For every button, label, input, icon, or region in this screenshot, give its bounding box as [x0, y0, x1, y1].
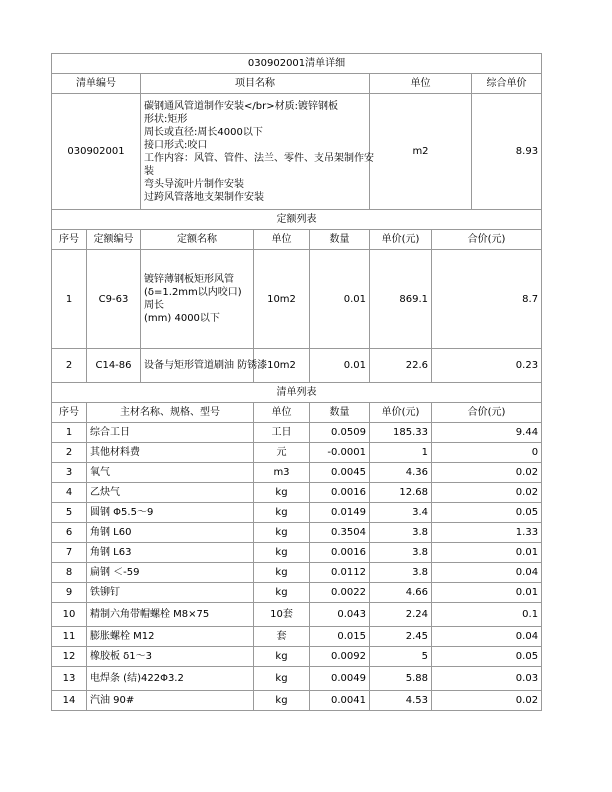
material-total: 0.1: [432, 603, 542, 627]
material-qty: 0.0112: [310, 563, 370, 583]
material-unit: 工日: [254, 423, 310, 443]
material-qty: 0.0016: [310, 543, 370, 563]
bill-desc-line: 碳钢通风管道制作安装</br>材质:镀锌钢板: [144, 100, 338, 112]
quota-row: [52, 349, 542, 383]
page-title: 030902001清单详细: [52, 54, 542, 74]
material-unit: kg: [254, 583, 310, 603]
bill-row: [52, 94, 542, 210]
material-name: 综合工日: [87, 423, 254, 443]
quota-total: 8.7: [432, 250, 542, 349]
quota-header-total: 合价(元): [432, 230, 542, 250]
material-section-title: 清单列表: [52, 383, 542, 403]
material-price: 3.8: [370, 543, 432, 563]
material-price: 12.68: [370, 483, 432, 503]
quota-row: [52, 250, 542, 349]
material-total: 9.44: [432, 423, 542, 443]
material-row: [52, 563, 542, 583]
quota-unit: 10m2: [254, 349, 310, 383]
material-no: 8: [52, 563, 87, 583]
material-unit: kg: [254, 563, 310, 583]
quota-name-line: (mm) 4000以下: [144, 313, 220, 324]
material-total: 0.05: [432, 503, 542, 523]
material-qty: 0.0149: [310, 503, 370, 523]
material-row: [52, 691, 542, 711]
material-unit: 10套: [254, 603, 310, 627]
material-header-no: 序号: [52, 403, 87, 423]
material-header-total: 合价(元): [432, 403, 542, 423]
material-no: 12: [52, 647, 87, 667]
material-total: 0.05: [432, 647, 542, 667]
quota-no: 2: [52, 349, 87, 383]
material-total: 0.04: [432, 563, 542, 583]
material-row: [52, 603, 542, 627]
material-name: 扁钢 ＜-59: [87, 563, 254, 583]
material-price: 2.45: [370, 627, 432, 647]
material-total: 0: [432, 443, 542, 463]
material-total: 1.33: [432, 523, 542, 543]
material-unit: kg: [254, 691, 310, 711]
material-price: 4.53: [370, 691, 432, 711]
material-no: 10: [52, 603, 87, 627]
material-qty: 0.3504: [310, 523, 370, 543]
quota-price: 22.6: [370, 349, 432, 383]
material-no: 9: [52, 583, 87, 603]
material-row: [52, 543, 542, 563]
material-unit: 套: [254, 627, 310, 647]
quota-total: 0.23: [432, 349, 542, 383]
bill-desc-line: 工作内容：风管、管件、法兰、零件、支吊架制作安: [144, 152, 374, 164]
material-name: 电焊条 (结)422Φ3.2: [87, 667, 254, 691]
material-name: 精制六角带帽螺栓 M8×75: [87, 603, 254, 627]
quota-name-line: 镀锌薄钢板矩形风管: [144, 274, 234, 285]
quota-code: C14-86: [87, 349, 141, 383]
material-header-name: 主材名称、规格、型号: [87, 403, 254, 423]
material-unit: m3: [254, 463, 310, 483]
material-no: 1: [52, 423, 87, 443]
material-name: 其他材料费: [87, 443, 254, 463]
material-unit: kg: [254, 647, 310, 667]
material-no: 13: [52, 667, 87, 691]
material-header-qty: 数量: [310, 403, 370, 423]
quota-unit: 10m2: [254, 250, 310, 349]
material-total: 0.01: [432, 543, 542, 563]
material-unit: kg: [254, 543, 310, 563]
material-no: 2: [52, 443, 87, 463]
material-no: 6: [52, 523, 87, 543]
material-row: [52, 647, 542, 667]
material-row: [52, 583, 542, 603]
quota-header-qty: 数量: [310, 230, 370, 250]
material-total: 0.04: [432, 627, 542, 647]
material-price: 3.8: [370, 563, 432, 583]
material-name: 圆钢 Φ5.5～9: [87, 503, 254, 523]
material-unit: kg: [254, 483, 310, 503]
bill-header-code: 清单编号: [52, 74, 141, 94]
material-unit: 元: [254, 443, 310, 463]
material-total: 0.03: [432, 667, 542, 691]
material-name: 角钢 L63: [87, 543, 254, 563]
bill-desc-line: 弯头导流叶片制作安装: [144, 178, 244, 190]
bill-desc-line: 过跨风管落地支架制作安装: [144, 191, 264, 203]
material-price: 5: [370, 647, 432, 667]
material-no: 3: [52, 463, 87, 483]
material-qty: 0.0045: [310, 463, 370, 483]
quota-header-code: 定额编号: [87, 230, 141, 250]
bill-unit: m2: [370, 94, 472, 210]
material-name: 乙炔气: [87, 483, 254, 503]
material-row: [52, 443, 542, 463]
material-row: [52, 627, 542, 647]
material-price: 1: [370, 443, 432, 463]
material-price: 5.88: [370, 667, 432, 691]
material-price: 3.8: [370, 523, 432, 543]
quota-name-line: (δ=1.2mm以内咬口)周长: [144, 287, 242, 311]
bill-desc-line: 形状:矩形: [144, 113, 188, 125]
bill-desc-line: 装: [144, 165, 154, 177]
bill-price: 8.93: [472, 94, 542, 210]
quota-price: 869.1: [370, 250, 432, 349]
bill-header-name: 项目名称: [141, 74, 370, 94]
bill-header-unit: 单位: [370, 74, 472, 94]
bill-description: [141, 94, 374, 210]
material-row: [52, 667, 542, 691]
material-list: [52, 423, 542, 711]
quota-qty: 0.01: [310, 349, 370, 383]
material-name: 橡胶板 δ1～3: [87, 647, 254, 667]
material-qty: 0.0022: [310, 583, 370, 603]
quota-header-price: 单价(元): [370, 230, 432, 250]
material-unit: kg: [254, 523, 310, 543]
material-name: 铁铆钉: [87, 583, 254, 603]
material-qty: 0.015: [310, 627, 370, 647]
quota-qty: 0.01: [310, 250, 370, 349]
material-name: 汽油 90#: [87, 691, 254, 711]
material-total: 0.02: [432, 483, 542, 503]
material-no: 14: [52, 691, 87, 711]
material-qty: 0.0016: [310, 483, 370, 503]
material-qty: 0.0092: [310, 647, 370, 667]
material-row: [52, 503, 542, 523]
material-row: [52, 423, 542, 443]
material-total: 0.02: [432, 463, 542, 483]
material-qty: -0.0001: [310, 443, 370, 463]
material-qty: 0.0041: [310, 691, 370, 711]
bill-desc-line: 周长或直径:周长4000以下: [144, 126, 263, 138]
quota-header-unit: 单位: [254, 230, 310, 250]
material-price: 4.36: [370, 463, 432, 483]
material-price: 3.4: [370, 503, 432, 523]
material-row: [52, 523, 542, 543]
material-total: 0.01: [432, 583, 542, 603]
material-name: 氧气: [87, 463, 254, 483]
material-qty: 0.0509: [310, 423, 370, 443]
quota-no: 1: [52, 250, 87, 349]
quota-header-name: 定额名称: [141, 230, 254, 250]
material-no: 7: [52, 543, 87, 563]
material-name: 角钢 L60: [87, 523, 254, 543]
bill-code: 030902001: [52, 94, 141, 210]
material-unit: kg: [254, 503, 310, 523]
material-no: 4: [52, 483, 87, 503]
quota-name-line: 设备与矩形管道刷油 防锈漆: [144, 360, 268, 371]
bill-desc-line: 接口形式:咬口: [144, 139, 208, 151]
material-unit: kg: [254, 667, 310, 691]
material-row: [52, 463, 542, 483]
material-row: [52, 483, 542, 503]
bill-header-price: 综合单价: [472, 74, 542, 94]
material-qty: 0.0049: [310, 667, 370, 691]
quota-section-title: 定额列表: [52, 210, 542, 230]
material-header-price: 单价(元): [370, 403, 432, 423]
material-name: 膨胀螺栓 M12: [87, 627, 254, 647]
quota-name: [141, 349, 268, 383]
material-no: 11: [52, 627, 87, 647]
quota-name: [141, 250, 254, 349]
quota-header-no: 序号: [52, 230, 87, 250]
material-price: 4.66: [370, 583, 432, 603]
material-price: 185.33: [370, 423, 432, 443]
material-no: 5: [52, 503, 87, 523]
quota-code: C9-63: [87, 250, 141, 349]
material-price: 2.24: [370, 603, 432, 627]
material-header-unit: 单位: [254, 403, 310, 423]
material-qty: 0.043: [310, 603, 370, 627]
bill-detail-table: [51, 53, 542, 711]
material-total: 0.02: [432, 691, 542, 711]
